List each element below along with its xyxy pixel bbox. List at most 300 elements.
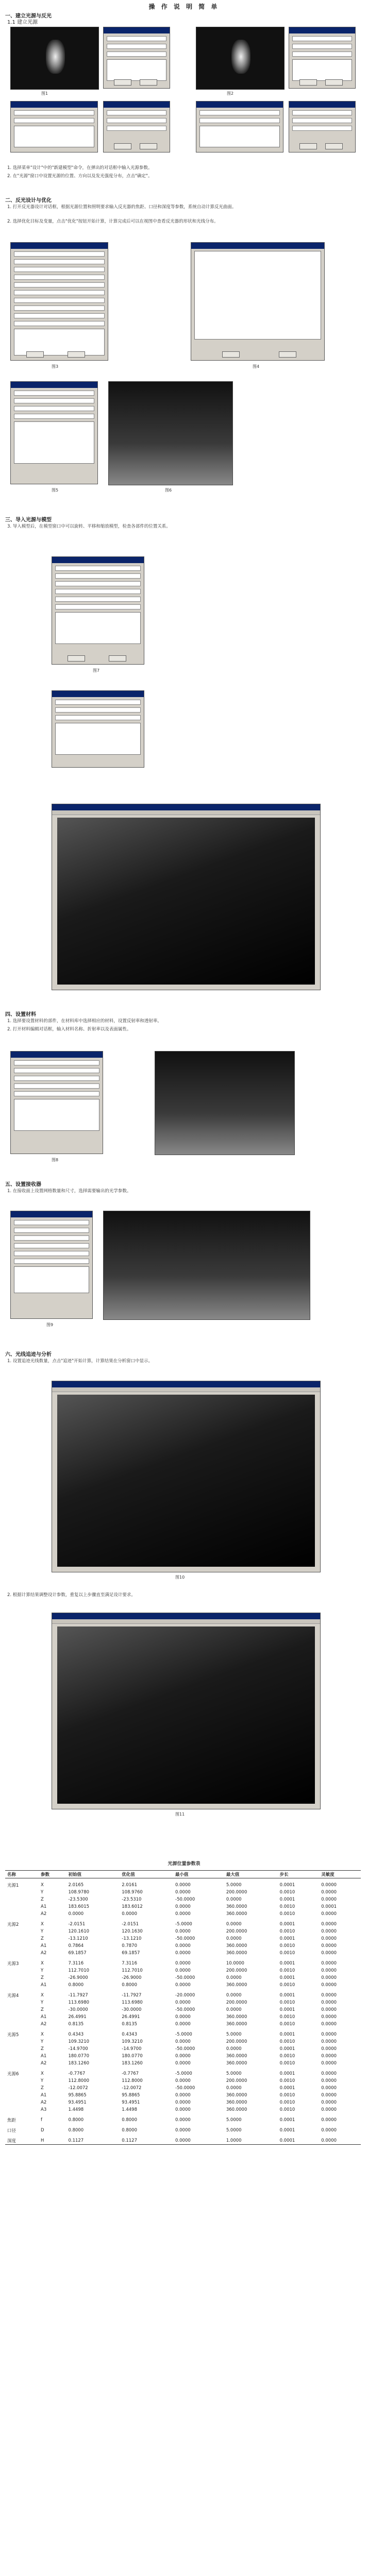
table-cell: Y (41, 1968, 44, 1973)
table-cell: A1 (41, 2054, 47, 2059)
table-cell: 0.0001 (279, 1897, 295, 1902)
table-cell: 5.0000 (226, 2071, 242, 2076)
table-cell: 0.8135 (68, 2022, 84, 2027)
table-row (5, 1918, 361, 1928)
table-cell: 108.9760 (122, 1890, 143, 1895)
table-row (5, 1950, 361, 1957)
table-cell: 0.0010 (279, 1943, 295, 1948)
table-cell: 0.0000 (68, 1911, 84, 1917)
table-cell: 0.0000 (321, 2086, 337, 2091)
figure-caption: 图4 (253, 364, 260, 369)
figure-caption: 图9 (46, 1323, 54, 1327)
table-cell: 183.6015 (68, 1904, 90, 1909)
table-cell: 10.0000 (226, 1961, 244, 1966)
table-cell: -13.1210 (122, 1936, 142, 1941)
table-cell-group: 光源1 (7, 1883, 19, 1888)
table-cell-group (5, 1999, 39, 2006)
table-cell: -14.9700 (68, 2046, 88, 2052)
table-cell: -5.0000 (175, 2032, 192, 2037)
table-cell: 5.0000 (226, 1883, 242, 1888)
table-cell: Y (41, 2000, 44, 2005)
table-cell: 0.0010 (279, 2054, 295, 2059)
table-cell: A2 (41, 2061, 47, 2066)
table-cell: 0.0000 (175, 1883, 191, 1888)
table-cell: 0.0000 (175, 2117, 191, 2123)
table-cell: X (41, 1883, 44, 1888)
table-row (5, 2092, 361, 2099)
table-cell: Y (41, 1929, 44, 1934)
table-cell: 200.0000 (226, 2039, 247, 2044)
figure-caption: 图1 (41, 91, 48, 96)
table-cell: 180.0770 (68, 2054, 90, 2059)
table-cell: 360.0000 (226, 1943, 247, 1948)
table-cell: -12.0072 (68, 2086, 88, 2091)
table-cell: 93.4951 (68, 2100, 87, 2105)
table-cell: 0.0000 (321, 1890, 337, 1895)
table-cell: 0.0000 (173, 2134, 224, 2145)
table-cell: 0.0000 (175, 1961, 191, 1966)
table-cell: 0.0010 (279, 1929, 295, 1934)
table-cell: 0.0010 (279, 2100, 295, 2105)
table-cell: 0.0000 (321, 1883, 337, 1888)
table-cell: 0.0001 (321, 1904, 337, 1909)
figure-caption: 图6 (165, 488, 172, 493)
table-cell: 1.4498 (68, 2107, 84, 2112)
table-cell: X (41, 1993, 44, 1998)
table-cell: Y (41, 1890, 44, 1895)
table-cell: 69.1857 (122, 1951, 140, 1956)
table-row (5, 1981, 361, 1989)
table-cell: 0.0000 (321, 1975, 337, 1980)
table-cell: 0.8000 (68, 2128, 84, 2133)
table-cell: 0.0000 (321, 1897, 337, 1902)
table-cell: 120.1630 (122, 1929, 143, 1934)
table-row (5, 2124, 361, 2134)
table-cell: 0.0010 (279, 1982, 295, 1988)
table-cell: 0.0000 (321, 1911, 337, 1917)
table-cell: 0.0000 (226, 1922, 242, 1927)
table-cell: 0.0001 (279, 2128, 295, 2133)
table-cell: 0.0001 (279, 1975, 295, 1980)
table-cell: -0.7767 (68, 2071, 86, 2076)
table-cell-group (5, 1942, 39, 1950)
table-cell: 0.0000 (175, 1911, 191, 1917)
table-row (5, 2013, 361, 2021)
table-cell-group (5, 2077, 39, 2084)
table-cell-group (5, 2099, 39, 2106)
table-cell: 0.0000 (175, 2000, 191, 2005)
table-cell: 360.0000 (226, 1911, 247, 1917)
table-cell: 0.0000 (321, 1922, 337, 1927)
table-cell-group (5, 2045, 39, 2053)
table-cell: 2.0161 (122, 1883, 137, 1888)
table-cell: 0.0000 (226, 2046, 242, 2052)
table-cell: 200.0000 (226, 2000, 247, 2005)
table-cell: 0.0000 (226, 2007, 242, 2012)
subsection-heading: 1.1 建立光源 (7, 20, 38, 25)
paragraph: 2. 根据计算结果调整设计参数，重复以上步骤直至满足设计要求。 (7, 1592, 136, 1598)
table-cell: -50.0000 (175, 2086, 195, 2091)
table-cell: -50.0000 (175, 1936, 195, 1941)
figure-caption: 图8 (52, 1158, 59, 1162)
reflector-view (108, 381, 233, 485)
table-cell: 0.0001 (279, 1961, 295, 1966)
dialog-window (196, 101, 283, 152)
figure-caption: 图3 (52, 364, 59, 369)
table-cell: 0.8000 (122, 2117, 137, 2123)
table-cell: 0.0010 (279, 2039, 295, 2044)
table-cell: 0.0000 (175, 2128, 191, 2133)
table-cell: -13.1210 (68, 1936, 88, 1941)
table-cell: 0.0001 (279, 1922, 295, 1927)
table-cell-group (5, 1889, 39, 1896)
table-cell: Z (41, 2046, 44, 2052)
section-heading: 三、导入光源与模型 (5, 517, 52, 523)
table-cell: 0.0000 (321, 2117, 337, 2123)
table-cell: 112.7010 (122, 1968, 143, 1973)
table-row (5, 2021, 361, 2028)
figure-caption: 图2 (227, 91, 234, 96)
table-cell-group: 光源6 (7, 2072, 19, 2077)
table-cell: 0.0001 (279, 2071, 295, 2076)
model-view-window (52, 804, 321, 990)
table-cell: -26.9000 (68, 1975, 88, 1980)
table-cell: 0.1127 (120, 2134, 173, 2145)
section-heading: 一、建立光源与反光 (5, 13, 52, 19)
table-cell: 0.0000 (175, 1929, 191, 1934)
table-row (5, 1889, 361, 1896)
paragraph: 1. 设置追迹光线数量，点击"追迹"开始计算，计算结果在分析窗口中显示。 (7, 1359, 153, 1364)
table-cell: 5.0000 (226, 2117, 242, 2123)
table-cell: -30.0000 (68, 2007, 88, 2012)
table-row (5, 1878, 361, 1889)
section-heading: 四、设置材料 (5, 1012, 36, 1018)
table-cell: 0.0010 (279, 2061, 295, 2066)
table-cell: 0.0000 (321, 1993, 337, 1998)
table-cell: 0.0010 (279, 2078, 295, 2083)
table-header-cell: 最大值 (224, 1871, 278, 1878)
table-cell: 0.0001 (279, 2086, 295, 2091)
table-cell: 360.0000 (226, 2107, 247, 2112)
table-row (5, 2028, 361, 2038)
table-cell: 0.0000 (321, 1961, 337, 1966)
dialog-window (52, 690, 144, 768)
table-row (5, 1942, 361, 1950)
table-row (5, 2084, 361, 2092)
table-cell-group (5, 2021, 39, 2028)
dialog-window (289, 27, 356, 89)
table-row (5, 2053, 361, 2060)
table-cell: 0.0000 (321, 1943, 337, 1948)
table-row (5, 1903, 361, 1910)
table-cell: 0.0000 (122, 1911, 137, 1917)
table-cell: 200.0000 (226, 1968, 247, 1973)
table-cell-group: 光源4 (7, 1993, 19, 1998)
table-cell: 0.0000 (321, 2061, 337, 2066)
table-cell: 0.0000 (321, 2014, 337, 2020)
table-cell: 113.6980 (122, 2000, 143, 2005)
table-cell: 0.1127 (66, 2134, 120, 2145)
table-row (5, 2006, 361, 2013)
receiver-dialog (10, 1211, 93, 1319)
table-cell: 0.0010 (279, 1911, 295, 1917)
table-cell: 0.0000 (321, 2100, 337, 2105)
table-cell: -50.0000 (175, 1897, 195, 1902)
table-cell: 360.0000 (226, 2093, 247, 2098)
dialog-window (52, 556, 144, 665)
table-cell: 7.3116 (122, 1961, 137, 1966)
design-dialog (191, 242, 325, 361)
table-cell: 7.3116 (68, 1961, 84, 1966)
table-cell: 0.0010 (279, 1951, 295, 1956)
table-cell-group (5, 1935, 39, 1942)
table-cell: 0.0001 (279, 2032, 295, 2037)
table-cell-group (5, 2053, 39, 2060)
table-cell: 180.0770 (122, 2054, 143, 2059)
table-row (5, 1999, 361, 2006)
document-title: 操 作 说 明 简 单 (148, 3, 220, 10)
table-cell: 0.0000 (175, 2014, 191, 2020)
table-cell: 0.0001 (279, 2046, 295, 2052)
table-cell-group: 深度 (5, 2134, 39, 2145)
table-cell: -2.0151 (68, 1922, 86, 1927)
table-cell: 0.0000 (175, 1968, 191, 1973)
table-cell: A1 (41, 1982, 47, 1988)
table-header-cell: 步长 (278, 1871, 320, 1878)
table-cell-group (5, 2013, 39, 2021)
table-caption: 光源位置参数表 (168, 1861, 200, 1867)
table-cell: 0.0000 (226, 1975, 242, 1980)
table-cell: A1 (41, 2014, 47, 2020)
table-cell: 0.0000 (321, 2107, 337, 2112)
table-cell: H (39, 2134, 66, 2145)
table-cell: 0.0000 (321, 2039, 337, 2044)
table-cell: 0.0000 (226, 1897, 242, 1902)
table-cell: 0.0000 (226, 1936, 242, 1941)
table-cell: 0.0000 (175, 2039, 191, 2044)
table-cell: 0.0010 (279, 1968, 295, 1973)
table-cell: 0.0001 (279, 2007, 295, 2012)
paragraph: 3. 导入模型后，在模型窗口中可以旋转、平移和缩放模型，检查各部件的位置关系。 (7, 524, 171, 529)
table-header-cell: 优化值 (120, 1871, 173, 1878)
table-cell: 0.0000 (226, 2086, 242, 2091)
table-cell: 0.0000 (321, 2078, 337, 2083)
table-cell-group: 焦距 (7, 2118, 16, 2123)
paragraph: 1. 在接收面上设置网格数量和尺寸，选择需要输出的光学参数。 (7, 1189, 131, 1194)
table-cell-group (5, 1950, 39, 1957)
table-cell-group: 光源3 (7, 1961, 19, 1967)
table-cell: 5.0000 (226, 2128, 242, 2133)
table-cell: 5.0000 (226, 2032, 242, 2037)
table-cell: 109.3210 (68, 2039, 90, 2044)
table-cell: 112.8000 (122, 2078, 143, 2083)
table-cell: f (41, 2117, 43, 2123)
table-cell: -26.9000 (122, 1975, 142, 1980)
table-cell-group (5, 2092, 39, 2099)
table-cell: -2.0151 (122, 1922, 139, 1927)
table-cell: 0.0001 (279, 1993, 295, 1998)
table-cell: 183.1260 (122, 2061, 143, 2066)
table-cell: 0.0000 (175, 2022, 191, 2027)
table-cell-group: 口径 (7, 2128, 16, 2133)
dialog-window (103, 27, 170, 89)
table-cell: 0.0010 (279, 2107, 295, 2112)
table-cell: A2 (41, 2100, 47, 2105)
table-cell: 183.1260 (68, 2061, 90, 2066)
table-cell: -20.0000 (175, 1993, 195, 1998)
table-cell: 0.0010 (279, 2093, 295, 2098)
table-cell-group: 光源2 (7, 1922, 19, 1927)
table-header-cell: 参数 (39, 1871, 66, 1878)
table-cell: 0.0000 (175, 2078, 191, 2083)
table-cell-group (5, 1896, 39, 1903)
paragraph: 2. 在"光源"窗口中设置光源的位置、方向以及发光强度分布，点击"确定"。 (7, 174, 153, 179)
dialog-window (10, 381, 98, 484)
table-cell: 112.8000 (68, 2078, 90, 2083)
table-row (5, 1967, 361, 1974)
table-cell: 0.0000 (175, 1951, 191, 1956)
table-cell: -50.0000 (175, 2007, 195, 2012)
table-cell: 1.0000 (224, 2134, 278, 2145)
table-cell: 0.0000 (175, 2061, 191, 2066)
table-cell: 0.8000 (68, 2117, 84, 2123)
table-cell: 0.0000 (321, 2128, 337, 2133)
paragraph: 2. 选择优化目标及变量，点击"优化"按钮开始计算，计算完成后可以在视图中查看反光器的形状和光线分布。 (7, 219, 219, 224)
table-cell: A2 (41, 1911, 47, 1917)
table-cell: Z (41, 1897, 44, 1902)
design-dialog (10, 242, 108, 361)
paragraph: 1. 打开反光器设计对话框，根据光源位置和照明要求输入反光器的焦距、口径和深度等参数，系统自动计算反光曲面。 (7, 205, 237, 210)
figure-caption: 图10 (175, 1575, 185, 1580)
table-cell: 0.0010 (279, 1890, 295, 1895)
table-header-cell: 灵敏度 (319, 1871, 361, 1878)
table-cell: 183.6012 (122, 1904, 143, 1909)
table-cell: 0.0000 (321, 1929, 337, 1934)
table-cell: 0.7864 (68, 1943, 84, 1948)
table-cell: 0.0001 (279, 1936, 295, 1941)
table-header-cell: 最小值 (173, 1871, 224, 1878)
table-cell: 0.0000 (175, 1904, 191, 1909)
table-cell: 26.4991 (68, 2014, 87, 2020)
parameter-table (5, 1870, 361, 2145)
dialog-window (103, 101, 170, 152)
table-cell: 0.8000 (68, 1982, 84, 1988)
table-cell: -30.0000 (122, 2007, 142, 2012)
table-cell: -11.7927 (68, 1993, 88, 1998)
table-cell: 0.0010 (279, 2000, 295, 2005)
table-cell: X (41, 1961, 44, 1966)
table-cell: Z (41, 1975, 44, 1980)
table-row (5, 2113, 361, 2124)
table-cell: 93.4951 (122, 2100, 140, 2105)
table-cell: 95.8865 (122, 2093, 140, 2098)
table-cell: A1 (41, 2093, 47, 2098)
table-row (5, 2038, 361, 2045)
table-cell: -0.7767 (122, 2071, 139, 2076)
table-cell: 0.0001 (279, 2117, 295, 2123)
figure-caption: 图11 (175, 1812, 185, 1817)
paragraph: 1. 选择菜单"设计"中的"新建模型"命令，在弹出的对话框中输入光源参数。 (7, 165, 153, 171)
table-cell: 108.9780 (68, 1890, 90, 1895)
paragraph: 2. 打开材料编辑对话框，输入材料名称、折射率以及表面属性。 (7, 1027, 131, 1032)
table-cell: 0.0000 (321, 2007, 337, 2012)
material-dialog (10, 1051, 103, 1154)
table-cell: 0.0000 (321, 2032, 337, 2037)
receiver-view (103, 1211, 310, 1320)
table-cell-group (5, 1910, 39, 1918)
table-cell: 69.1857 (68, 1951, 87, 1956)
table-cell: 0.0000 (321, 2071, 337, 2076)
table-cell: 0.4343 (68, 2032, 84, 2037)
table-cell: Y (41, 2078, 44, 2083)
table-cell-group (5, 2060, 39, 2067)
table-cell: 2.0165 (68, 1883, 84, 1888)
table-cell-group (5, 2006, 39, 2013)
table-cell: A1 (41, 1904, 47, 1909)
table-cell-group (5, 1974, 39, 1981)
table-cell: 200.0000 (226, 1929, 247, 1934)
section-heading: 二、反光设计与优化 (5, 198, 52, 204)
table-cell: 0.0000 (321, 1968, 337, 1973)
table-row (5, 2134, 361, 2145)
figure-caption: 图7 (93, 668, 100, 673)
table-cell-group (5, 2106, 39, 2113)
table-row (5, 2067, 361, 2077)
table-cell: 0.0000 (321, 1936, 337, 1941)
table-cell: 200.0000 (226, 2078, 247, 2083)
table-cell-group: 光源5 (7, 2032, 19, 2038)
table-cell: 0.0000 (175, 2100, 191, 2105)
table-cell-group (5, 2084, 39, 2092)
table-header-row (5, 1871, 361, 1878)
table-cell: X (41, 2032, 44, 2037)
table-cell: 26.4991 (122, 2014, 140, 2020)
table-cell: 360.0000 (226, 1982, 247, 1988)
table-cell: 360.0000 (226, 2054, 247, 2059)
table-cell: -5.0000 (175, 2071, 192, 2076)
table-cell: 360.0000 (226, 2014, 247, 2020)
table-cell: 360.0000 (226, 2100, 247, 2105)
table-cell: Z (41, 2007, 44, 2012)
table-cell-group (5, 1928, 39, 1935)
table-cell: 0.0000 (321, 2054, 337, 2059)
table-cell: 360.0000 (226, 1904, 247, 1909)
table-row (5, 1896, 361, 1903)
table-cell: 360.0000 (226, 1951, 247, 1956)
table-body (5, 1878, 361, 2145)
table-cell: 0.0010 (279, 2014, 295, 2020)
table-row (5, 1928, 361, 1935)
table-cell: 0.0000 (175, 1943, 191, 1948)
table-header-cell: 名称 (5, 1871, 39, 1878)
table-cell: 0.0001 (278, 2134, 320, 2145)
analysis-window (52, 1613, 321, 1809)
table-cell-group (5, 1967, 39, 1974)
table-cell: Z (41, 2086, 44, 2091)
dialog-window (10, 101, 98, 152)
table-cell: 0.0000 (321, 2093, 337, 2098)
table-cell: -23.5300 (68, 1897, 88, 1902)
table-cell: 0.0000 (321, 2046, 337, 2052)
analysis-window (52, 1381, 321, 1572)
table-row (5, 2045, 361, 2053)
table-row (5, 2099, 361, 2106)
table-row (5, 2106, 361, 2113)
table-cell: 0.0000 (321, 2022, 337, 2027)
table-cell: X (41, 1922, 44, 1927)
table-cell: 0.0000 (175, 2107, 191, 2112)
table-cell: -50.0000 (175, 2046, 195, 2052)
